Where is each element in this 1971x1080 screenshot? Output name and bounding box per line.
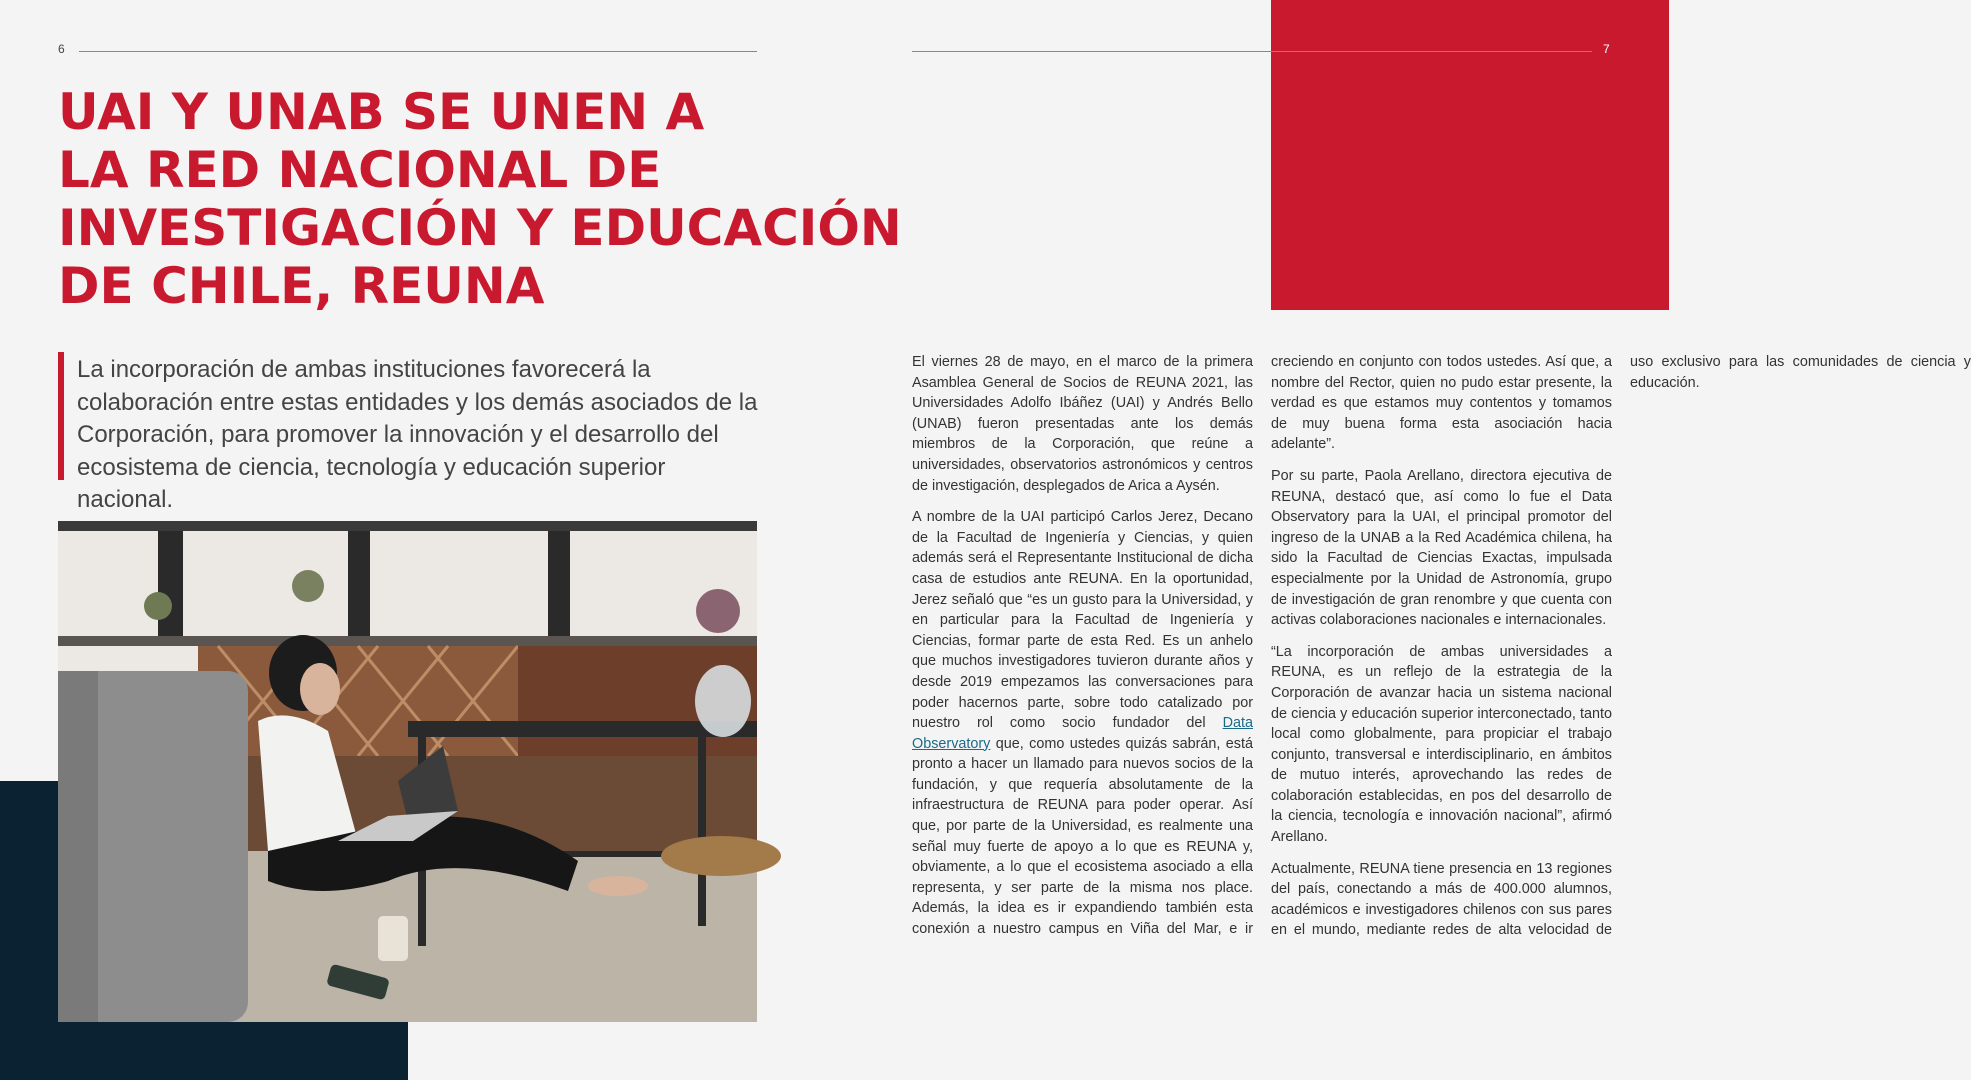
- lead-paragraph: La incorporación de ambas instituciones favorecerá la colaboración entre estas entidades y los demás asociados de la Corporación, para promover la innovación y el desarrollo del ecosistema de ciencia, tecnología y educación superior nacional.: [77, 356, 758, 513]
- title-line: INVESTIGACIÓN Y EDUCACIÓN: [58, 199, 902, 257]
- article-title: [58, 83, 902, 315]
- article-photo: [58, 521, 757, 1022]
- woman-laptop-photo: [58, 521, 757, 1022]
- body-text: A nombre de la UAI participó Carlos Jerez, Decano de la Facultad de Ingeniería y Ciencias, y quien además será el Representante Institucional de dicha casa de estudios ante REUNA. En la oportunidad, Jerez señaló que “es un gusto para la Universidad, y en particular para la Facultad de Ingeniería y Ciencias, formar parte de esta Red. Es un anhelo que muchos investigadores tuvieron durante años y desde 2019 empezamos las conversaciones para poder hacernos parte, sobre todo catalizado por nuestro rol como socio fundador del: [912, 509, 1253, 732]
- title-line: LA RED NACIONAL DE: [58, 141, 662, 199]
- title-line: DE CHILE, REUNA: [58, 257, 545, 315]
- page-number-left: 6: [58, 42, 65, 56]
- lead-accent-bar: [58, 352, 64, 480]
- body-paragraph: Por su parte, Paola Arellano, directora ejecutiva de REUNA, destacó que, así como lo fue el Data Observatory para la UAI, el principal promotor del ingreso de la UNAB a la Red Académica chilena, ha sido la Facultad de Ciencias Exactas, impulsada especialmente por la Unidad de Astronomía, grupo de investigación de gran renombre y que cuenta con activas colaboraciones nacionales e internacionales.: [1271, 467, 1612, 629]
- body-text-flow: [912, 352, 1971, 952]
- header-rule-right: [912, 51, 1592, 52]
- body-text: que, como ustedes quizás sabrán, está pronto a hacer un llamado para nuevos socios de la fundación, y que requería absolutamente de la infraestructura de REUNA para poder operar. Así que, por parte de la Universidad, es realmente una señal muy fuerte de apoyo a lo que es REUNA y, obviamente, a lo que el ecosistema asociado a ella representa, y ser parte de la misma nos place. Además, la idea es ir expandiendo también esta conexión a nuestro campus en Viña del Mar, e ir creciendo en conjunto con todos ustedes. Así que, a nombre del Rector, quien no pudo estar presente, la verdad es que estamos muy contentos y tomamos de muy buena forma esta asociación hacia adelante”.: [912, 354, 1612, 938]
- title-line: UAI Y UNAB SE UNEN A: [58, 83, 705, 141]
- body-paragraph: Actualmente, REUNA tiene presencia en 13 regiones del país, conectando a más de 400.000 alumnos, académicos e investigadores chilenos con sus pares en el mundo, mediante redes de alta velocidad de uso exclusivo para las comunidades de ciencia y educación.: [1271, 354, 1971, 939]
- header-rule-left: [79, 51, 757, 52]
- body-paragraph: El viernes 28 de mayo, en el marco de la primera Asamblea General de Socios de REUNA 2021, las Universidades Adolfo Ibáñez (UAI) y Andrés Bello (UNAB) fueron presentadas ante los demás miembros de la Corporación, que reúne a universidades, observatorios astronómicos y centros de investigación, desplegados de Arica a Aysén.: [912, 354, 1253, 494]
- page-number-right: 7: [1603, 42, 1610, 56]
- data-observatory-link[interactable]: Data Observatory: [912, 715, 1253, 752]
- body-paragraph: “La incorporación de ambas universidades a REUNA, es un reflejo de la estrategia de la Corporación de avanzar hacia un sistema nacional de ciencia y educación superior interconectado, tanto local como globalmente, para propiciar el trabajo conjunto, transversal e interdisciplinario, en ámbitos de mutuo interés, aprovechando las redes de colaboración establecidas, en pos del desarrollo de la ciencia, tecnología e innovación nacional”, afirmó Arellano.: [1271, 643, 1612, 846]
